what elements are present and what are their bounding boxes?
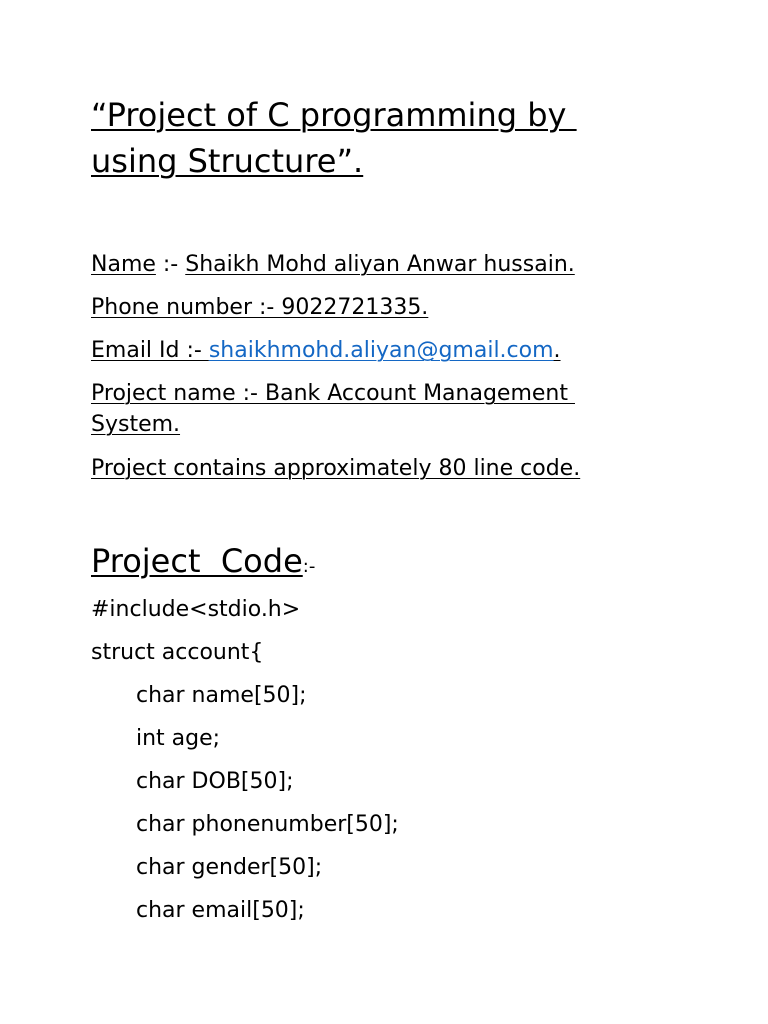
code-line: char DOB[50]; (136, 769, 294, 794)
code-line: #include<stdio.h> (91, 597, 301, 622)
phone-text: Phone number :- 9022721335. (91, 295, 429, 320)
project-name-row (91, 378, 731, 440)
code-heading (91, 538, 315, 584)
email-link[interactable]: shaikhmohd.aliyan@gmail.com (208, 338, 554, 363)
project-name-line-2: System. (91, 412, 181, 437)
project-name-line-1: Project name :- Bank Account Management (91, 381, 575, 406)
title-line-1: “Project of C programming by (91, 96, 577, 134)
name-value: Shaikh Mohd aliyan Anwar hussain. (185, 252, 575, 277)
email-suffix: . (553, 338, 561, 363)
name-separator: :- (155, 252, 186, 277)
name-row (91, 249, 731, 281)
phone-row (91, 292, 731, 324)
email-row (91, 335, 731, 367)
code-line: struct account{ (91, 640, 264, 665)
title-line-2: using Structure”. (91, 142, 364, 180)
project-contains-text: Project contains approximately 80 line code. (91, 456, 581, 481)
code-line: char phonenumber[50]; (136, 812, 399, 837)
code-line: char gender[50]; (136, 855, 323, 880)
code-line: char name[50]; (136, 683, 307, 708)
name-label: Name (91, 252, 156, 277)
code-block (91, 592, 731, 936)
code-line: int age; (136, 726, 221, 751)
document-title (91, 92, 691, 184)
code-line: char email[50]; (136, 898, 305, 923)
code-heading-label: Project Code (91, 542, 303, 580)
email-label: Email Id :- (91, 338, 209, 363)
code-heading-suffix: :- (302, 556, 316, 577)
project-contains-row (91, 453, 731, 485)
